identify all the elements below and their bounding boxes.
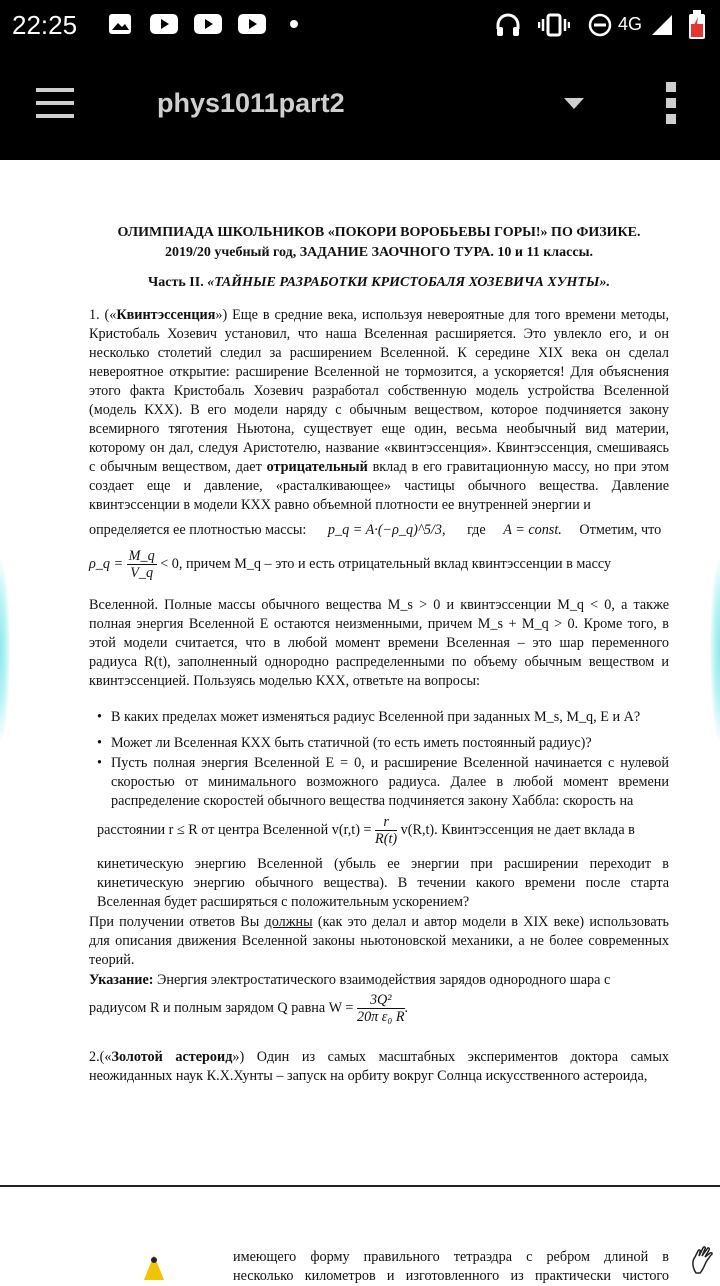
status-bar [0,0,720,50]
hubble-formula-line: расстоянии r ≤ R от центра Вселенной v(r,t) = $\frac{r}{R(t)}$ v(R,t). Квинтэссенция не дает вклада в [97,814,635,847]
question-bullet-1: • В каких пределах может изменяться радиус Вселенной при заданных M_s, M_q, E и A? [97,709,641,725]
problem-1-intro: 1. («Квинтэссенция») Еще в средние века, используя невероятные для того времени методы, Кристобаль Хозевич установил, что наша Вселенная расширяется. Это увлекло его, и он несколько столетий следил за расширением Вселенной. К середине XIX века он сделал невероятное открытие: расширение Вселенной не тормозится, а ускоряется! Для объяснения этого факта Кристобаль Хозевич разработал собственную модель устройства Вселенной (модель КХХ). В его модели наряду с обычным веществом, которое подчиняется закону всемирного тяготения Ньютона, существует еще один, весьма необычный вид материи, которому он дал, следуя Аристотелю, название «квинтэссенция». Квинтэссенция, смешиваясь с обычным веществом, дает отрицательный вклад в его гравитационную массу, но при этом создает еще и давление, «расталкивающее» частицы обычного вещества. Давление квинтэссенции в модели КХХ равно объемной плотности ее внутренней энергии и [89,307,669,513]
youtube-icon [150,13,178,35]
do-not-disturb-icon [588,13,612,37]
notification-dot-icon [290,13,298,35]
network-type: 4G [618,14,643,34]
answers-instruction: При получении ответов Вы должны (как это делал и автор модели в XIX веке) использовать для описания движения Вселенной законы ньютоновской механики, а не более современных теорий. [89,914,669,968]
hint-formula-line: радиусом R и полным зарядом Q равна W = $\frac{\text{3Q²}}{\text{20π ε₀ R}}$ . [89,992,409,1025]
hand-icon [690,1245,716,1275]
problem-1-conditions: Вселенной. Полные массы обычного вещества M_s > 0 и квинтэссенции M_q < 0, а также полная энергия Вселенной E остаются неизменными, причем M_s + M_q > 0. Кроме того, в этой модели считается, что в любой момент времени Вселенная – это шар переменного радиуса R(t), заполненный однородно распределенными по объему обычным веществом и квинтэссенцией. Пользуясь моделью КХХ, ответьте на вопросы: [89,597,669,689]
chevron-down-icon[interactable] [564,98,584,109]
doc-title-line1: ОЛИМПИАДА ШКОЛЬНИКОВ «ПОКОРИ ВОРОБЬЕВЫ ГОРЫ!» ПО ФИЗИКЕ. [117,225,641,240]
part-heading: Часть II. «ТАЙНЫЕ РАЗРАБОТКИ КРИСТОБАЛЯ ХОЗЕВИЧА ХУНТЫ». [148,275,610,290]
page-divider [0,1185,720,1187]
gallery-icon [108,13,132,35]
doc-title-line2: 2019/20 учебный год, ЗАДАНИЕ ЗАОЧНОГО ТУРА. 10 и 11 классы. [164,245,593,260]
status-time: 22:25 [12,10,78,40]
more-options-icon[interactable] [666,82,676,126]
youtube-icon [238,13,266,35]
vibrate-icon [538,13,570,37]
page2-line2: несколько километров и изготовленного из практически чистого [233,1268,669,1284]
battery-charging-icon [688,10,706,40]
pin-dot [151,1257,157,1263]
signal-icon [650,13,674,37]
hint-line: Указание: Энергия электростатического взаимодействия зарядов однородного шара с [89,972,611,988]
app-bar [0,50,720,160]
question-bullet-2: • Может ли Вселенная КХХ быть статичной (то есть иметь постоянный радиус)? [97,735,592,751]
page2-line1: имеющего форму правильного тетраэдра с ребром длиной в [233,1249,669,1265]
youtube-icon [194,13,222,35]
problem-2-intro: 2.(«Золотой астероид») Один из самых масштабных экспериментов доктора самых неожиданных наук К.Х.Хунты – запуск на орбиту вокруг Солнца искусственного астероида, [89,1049,669,1084]
headphones-icon [495,13,521,37]
pressure-formula-line: определяется ее плотностью массы: p_q = A·(−ρ_q)^5/3, где A = const. Отметим, что [89,522,662,538]
menu-button[interactable] [36,88,76,120]
question-bullet-3: • Пусть полная энергия Вселенной E = 0, и расширение Вселенной начинается с нулевой скоростью от минимального возможного радиуса. Далее в любой момент времени распределение скоростей обычного вещества подчиняется закону Хаббла: скорость на [97,755,669,809]
density-formula-line: ρ_q = $\frac{M\_q}{V\_q}$ < 0, причем M_q – это и есть отрицательный вклад квинтэссенции в массу [89,548,612,581]
question-bullet-3-rest: кинетическую энергию Вселенной (убыль ее энергии при расширении переходит в кинетическую энергию обычного вещества). В течении какого времени после старта Вселенная будет расширяться с положительным ускорением? [97,856,669,910]
document-title: phys1011part2 [157,88,345,118]
